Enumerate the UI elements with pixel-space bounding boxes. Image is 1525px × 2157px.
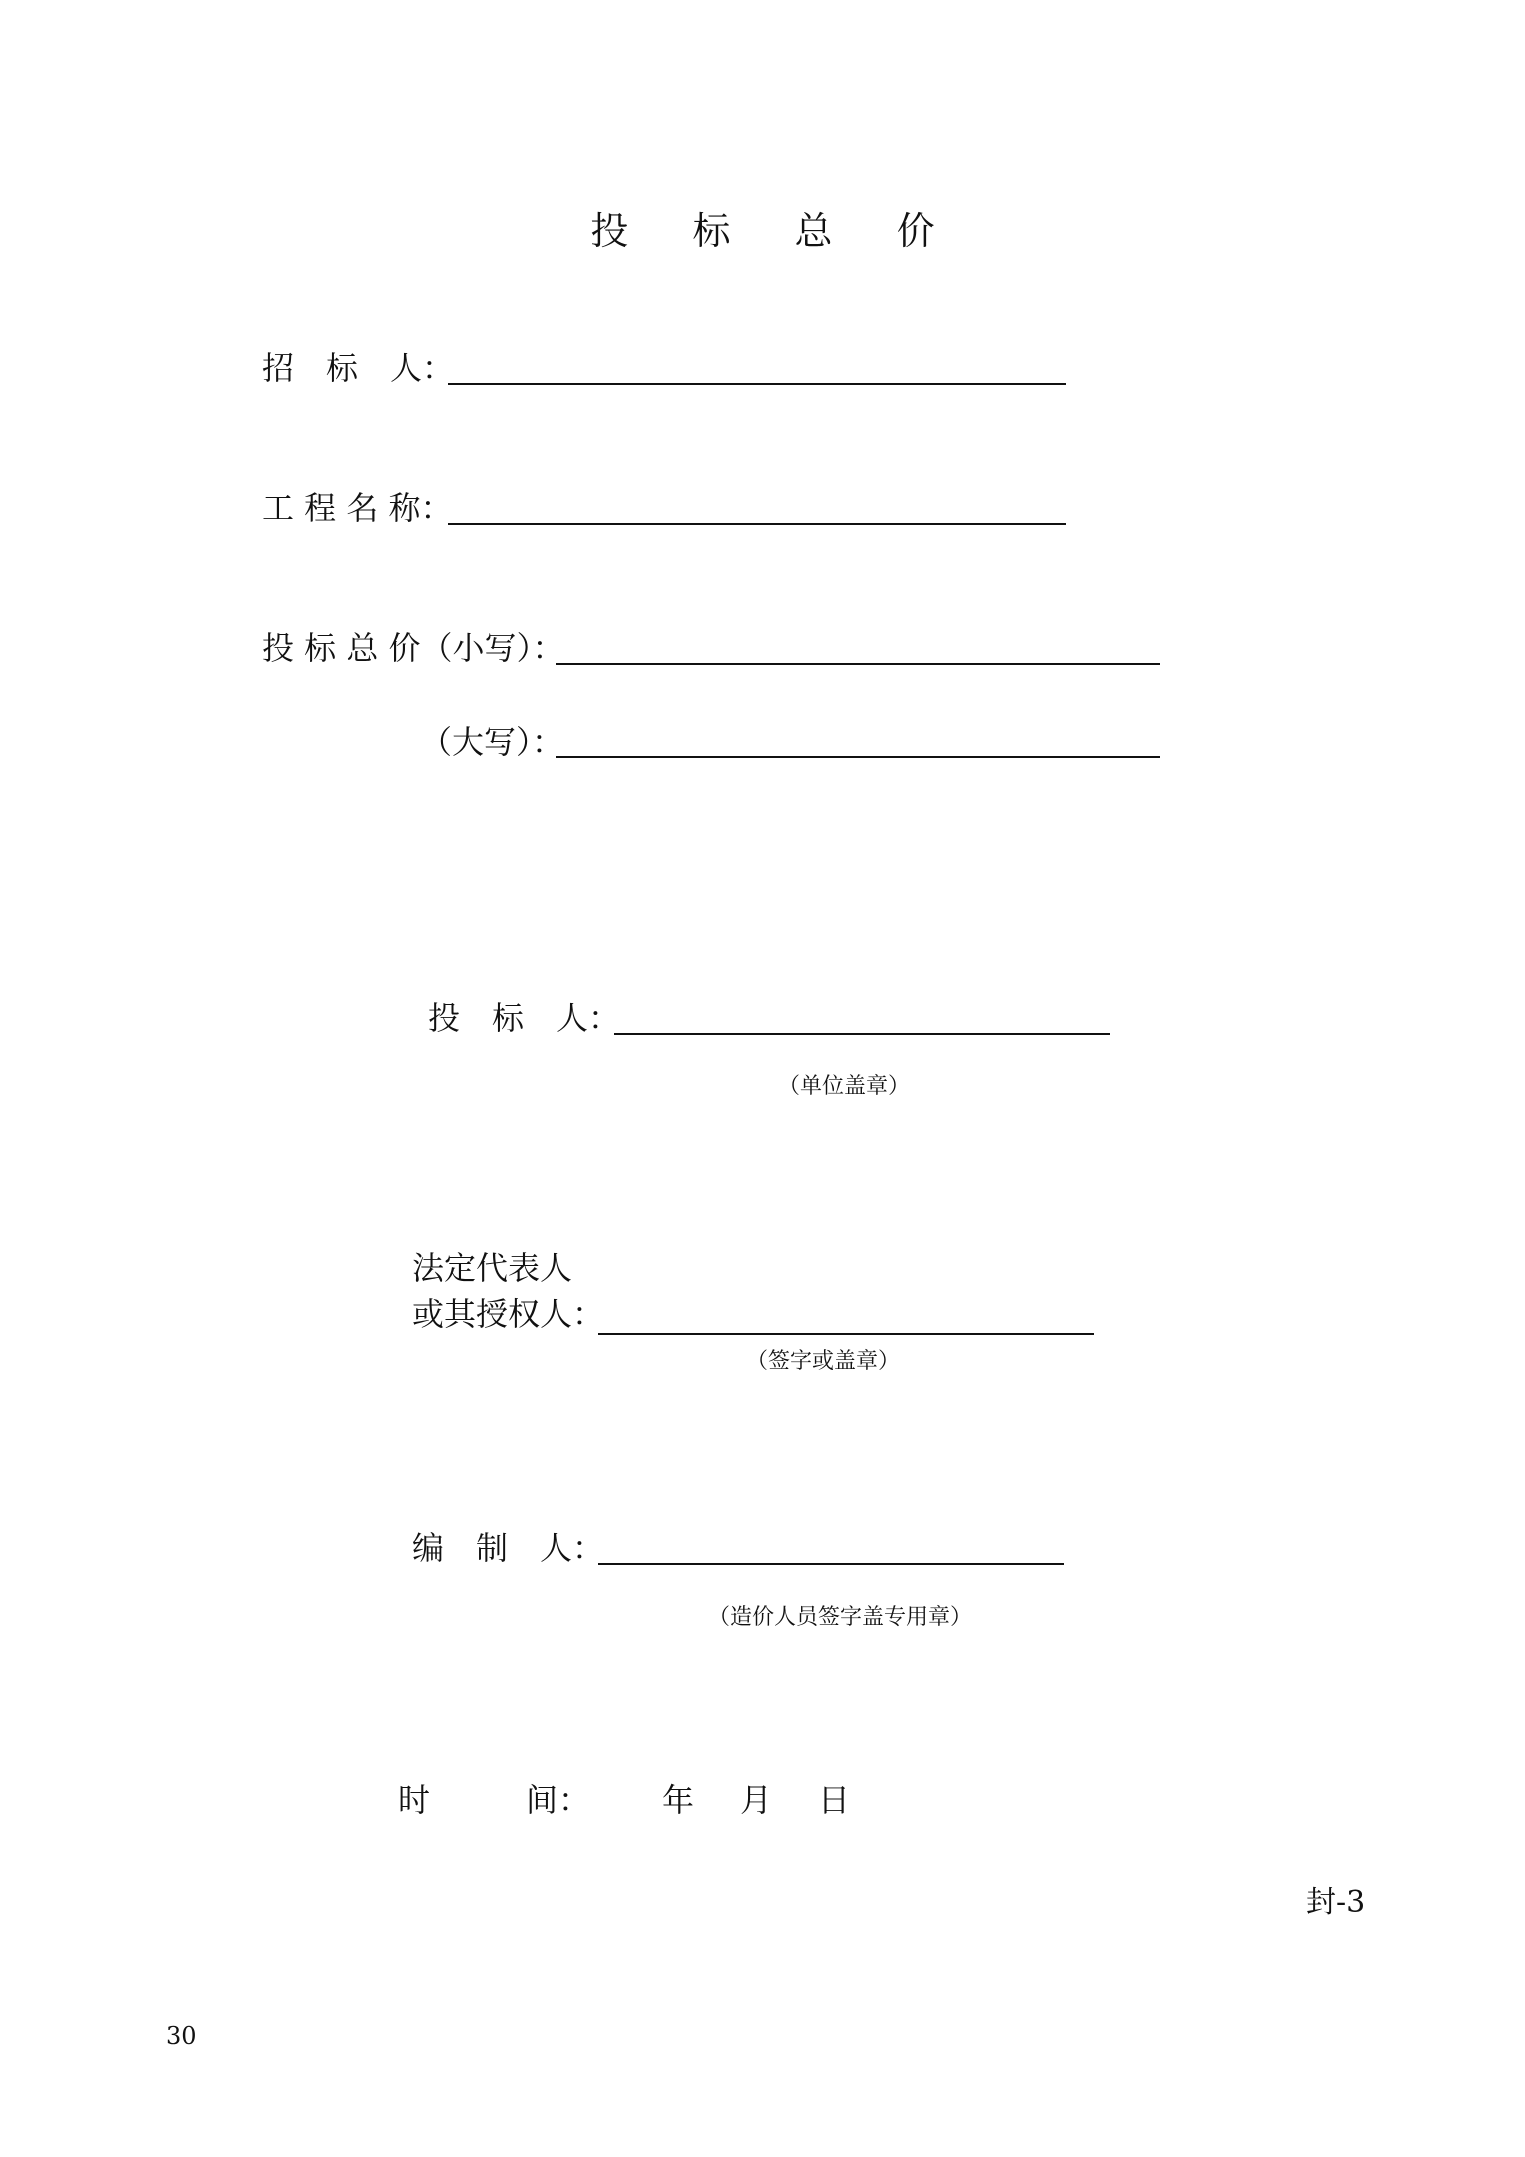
time-label: 时 间： (398, 1781, 591, 1819)
legal-rep-label-line2: 或其授权人： (412, 1295, 605, 1333)
tenderee-field[interactable] (448, 383, 1066, 385)
bidder-field[interactable] (614, 1033, 1110, 1035)
compiler-note: （造价人员签字盖专用章） (708, 1605, 973, 1630)
legal-rep-label-line1: 法定代表人 (412, 1249, 573, 1287)
price-upper-label: （大写）： (420, 723, 565, 761)
page-title: 投 标 总 价 (590, 209, 961, 253)
price-upper-field[interactable] (556, 756, 1160, 758)
price-lower-label: 投 标 总 价（小写）： (262, 629, 565, 667)
month-label: 月 (740, 1781, 773, 1819)
legal-rep-note: （签字或盖章） (746, 1349, 901, 1374)
page-number: 30 (166, 2022, 197, 2050)
day-label: 日 (818, 1781, 851, 1819)
project-name-field[interactable] (448, 523, 1066, 525)
legal-rep-field[interactable] (598, 1333, 1094, 1335)
year-label: 年 (662, 1781, 695, 1819)
compiler-label: 编 制 人： (412, 1529, 605, 1567)
bidder-label: 投 标 人： (428, 999, 621, 1037)
bidder-note: （单位盖章） (778, 1074, 911, 1099)
compiler-field[interactable] (598, 1563, 1064, 1565)
project-name-label: 工 程 名 称： (262, 489, 453, 527)
price-lower-field[interactable] (556, 663, 1160, 665)
tenderee-label: 招 标 人： (262, 349, 455, 387)
form-code: 封-3 (1306, 1885, 1366, 1920)
